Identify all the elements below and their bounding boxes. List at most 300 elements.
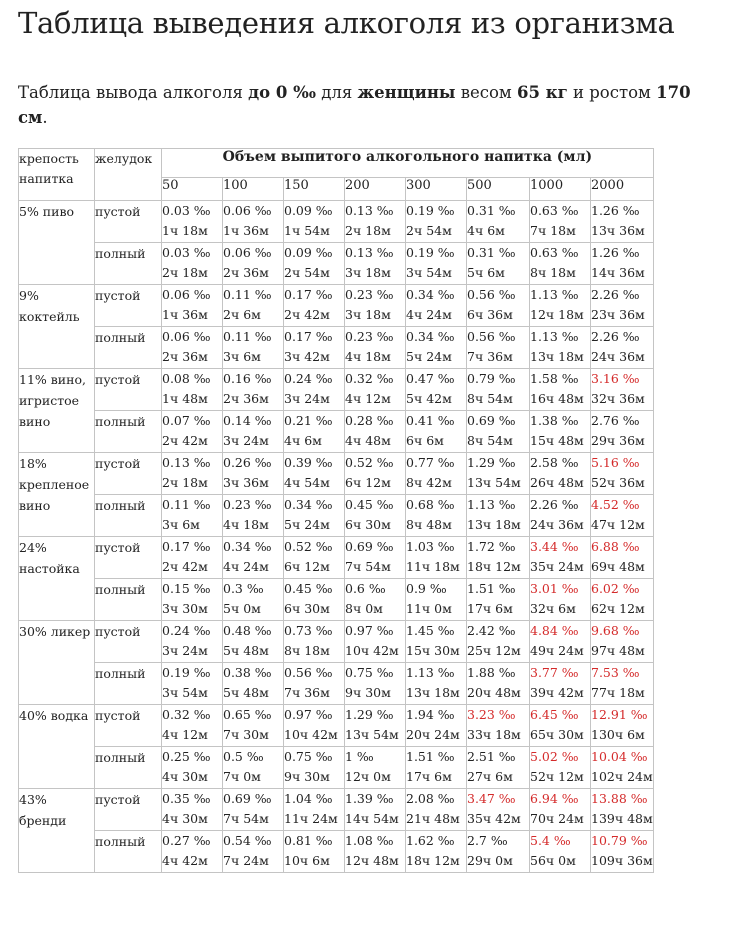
permille-value: 0.11 ‰	[223, 287, 272, 302]
value-cell	[284, 705, 345, 747]
permille-value: 1.08 ‰	[345, 833, 394, 848]
permille-value: 0.75 ‰	[284, 749, 333, 764]
beverage-label: 43% бренди	[19, 789, 95, 873]
value-cell	[530, 537, 591, 579]
elimination-time: 33ч 18м	[467, 727, 521, 742]
permille-value: 6.88 ‰	[591, 539, 640, 554]
stomach-state: полный	[95, 327, 162, 369]
value-cell	[345, 453, 406, 495]
elimination-time: 15ч 48м	[530, 433, 584, 448]
permille-value: 0.73 ‰	[284, 623, 333, 638]
permille-value: 1 ‰	[345, 749, 374, 764]
value-cell	[284, 453, 345, 495]
table-row	[19, 831, 654, 873]
elimination-time: 8ч 48м	[406, 517, 452, 532]
permille-value: 0.68 ‰	[406, 497, 455, 512]
intro-text: .	[42, 108, 48, 127]
value-cell	[284, 369, 345, 411]
permille-value: 1.26 ‰	[591, 203, 640, 218]
value-cell	[345, 243, 406, 285]
elimination-time: 32ч 36м	[591, 391, 645, 406]
elimination-time: 32ч 6м	[530, 601, 576, 616]
table-row	[19, 621, 654, 663]
elimination-time: 6ч 36м	[467, 307, 513, 322]
permille-value: 0.15 ‰	[162, 581, 211, 596]
beverage-label: 30% ликер	[19, 621, 95, 705]
permille-value: 2.26 ‰	[591, 329, 640, 344]
elimination-time: 3ч 6м	[223, 349, 261, 364]
value-cell	[223, 579, 284, 621]
permille-value: 1.29 ‰	[345, 707, 394, 722]
value-cell	[345, 663, 406, 705]
permille-value: 0.97 ‰	[284, 707, 333, 722]
permille-value: 13.88 ‰	[591, 791, 648, 806]
permille-value: 0.11 ‰	[162, 497, 211, 512]
permille-value: 6.94 ‰	[530, 791, 579, 806]
elimination-time: 6ч 12м	[284, 559, 330, 574]
value-cell	[406, 621, 467, 663]
header-stomach: желудок	[95, 149, 162, 201]
permille-value: 1.58 ‰	[530, 371, 579, 386]
permille-value: 0.06 ‰	[162, 329, 211, 344]
permille-value: 0.63 ‰	[530, 203, 579, 218]
value-cell	[284, 663, 345, 705]
permille-value: 3.44 ‰	[530, 539, 579, 554]
value-cell	[467, 495, 530, 537]
value-cell	[162, 201, 223, 243]
value-cell	[223, 705, 284, 747]
value-cell	[467, 621, 530, 663]
elimination-time: 21ч 48м	[406, 811, 460, 826]
value-cell	[162, 705, 223, 747]
permille-value: 0.34 ‰	[406, 329, 455, 344]
volume-header-cell: 100	[223, 178, 284, 201]
value-cell	[345, 831, 406, 873]
permille-value: 0.3 ‰	[223, 581, 264, 596]
permille-value: 0.45 ‰	[284, 581, 333, 596]
value-cell	[345, 747, 406, 789]
table-row	[19, 747, 654, 789]
value-cell	[406, 705, 467, 747]
value-cell	[162, 831, 223, 873]
stomach-state: пустой	[95, 201, 162, 243]
value-cell	[591, 201, 654, 243]
value-cell	[591, 327, 654, 369]
value-cell	[284, 201, 345, 243]
permille-value: 0.31 ‰	[467, 245, 516, 260]
elimination-time: 139ч 48м	[591, 811, 653, 826]
elimination-time: 13ч 18м	[467, 517, 521, 532]
value-cell	[406, 831, 467, 873]
elimination-time: 65ч 30м	[530, 727, 584, 742]
permille-value: 0.41 ‰	[406, 413, 455, 428]
permille-value: 0.56 ‰	[467, 329, 516, 344]
elimination-time: 8ч 54м	[467, 391, 513, 406]
value-cell	[162, 537, 223, 579]
elimination-time: 5ч 48м	[223, 685, 269, 700]
value-cell	[406, 663, 467, 705]
value-cell	[223, 789, 284, 831]
permille-value: 0.23 ‰	[223, 497, 272, 512]
value-cell	[530, 369, 591, 411]
elimination-time: 3ч 24м	[284, 391, 330, 406]
permille-value: 0.32 ‰	[162, 707, 211, 722]
permille-value: 0.06 ‰	[223, 245, 272, 260]
volume-header-cell: 50	[162, 178, 223, 201]
elimination-time: 8ч 54м	[467, 433, 513, 448]
elimination-time: 3ч 24м	[162, 643, 208, 658]
stomach-state: пустой	[95, 453, 162, 495]
value-cell	[223, 663, 284, 705]
value-cell	[406, 537, 467, 579]
beverage-label: 9% коктейль	[19, 285, 95, 369]
elimination-time: 4ч 24м	[406, 307, 452, 322]
value-cell	[530, 243, 591, 285]
elimination-time: 5ч 48м	[223, 643, 269, 658]
elimination-time: 69ч 48м	[591, 559, 645, 574]
elimination-time: 13ч 18м	[530, 349, 584, 364]
permille-value: 1.13 ‰	[530, 287, 579, 302]
stomach-state: полный	[95, 495, 162, 537]
table-row	[19, 789, 654, 831]
elimination-time: 3ч 18м	[345, 265, 391, 280]
permille-value: 0.39 ‰	[284, 455, 333, 470]
permille-value: 0.24 ‰	[284, 371, 333, 386]
value-cell	[284, 285, 345, 327]
value-cell	[223, 747, 284, 789]
volume-header-cell: 150	[284, 178, 345, 201]
elimination-time: 20ч 24м	[406, 727, 460, 742]
stomach-state: полный	[95, 747, 162, 789]
permille-value: 5.16 ‰	[591, 455, 640, 470]
value-cell	[591, 831, 654, 873]
value-cell	[223, 831, 284, 873]
elimination-time: 109ч 36м	[591, 853, 653, 868]
permille-value: 0.09 ‰	[284, 245, 333, 260]
permille-value: 10.79 ‰	[591, 833, 648, 848]
elimination-time: 2ч 18м	[345, 223, 391, 238]
value-cell	[591, 411, 654, 453]
elimination-time: 13ч 36м	[591, 223, 645, 238]
value-cell	[284, 831, 345, 873]
value-cell	[223, 537, 284, 579]
permille-value: 5.4 ‰	[530, 833, 571, 848]
elimination-time: 23ч 36м	[591, 307, 645, 322]
permille-value: 0.28 ‰	[345, 413, 394, 428]
value-cell	[223, 453, 284, 495]
elimination-time: 4ч 6м	[467, 223, 505, 238]
permille-value: 0.17 ‰	[284, 329, 333, 344]
elimination-time: 3ч 30м	[162, 601, 208, 616]
elimination-time: 2ч 42м	[284, 307, 330, 322]
permille-value: 1.13 ‰	[530, 329, 579, 344]
value-cell	[284, 621, 345, 663]
permille-value: 0.54 ‰	[223, 833, 272, 848]
value-cell	[223, 243, 284, 285]
value-cell	[406, 369, 467, 411]
value-cell	[591, 705, 654, 747]
permille-value: 2.58 ‰	[530, 455, 579, 470]
permille-value: 0.17 ‰	[284, 287, 333, 302]
permille-value: 3.47 ‰	[467, 791, 516, 806]
elimination-time: 16ч 48м	[530, 391, 584, 406]
value-cell	[406, 747, 467, 789]
elimination-time: 3ч 54м	[406, 265, 452, 280]
stomach-state: полный	[95, 411, 162, 453]
permille-value: 0.52 ‰	[345, 455, 394, 470]
value-cell	[530, 579, 591, 621]
permille-value: 0.13 ‰	[345, 203, 394, 218]
permille-value: 2.26 ‰	[591, 287, 640, 302]
value-cell	[467, 285, 530, 327]
value-cell	[530, 285, 591, 327]
elimination-time: 52ч 36м	[591, 475, 645, 490]
elimination-time: 12ч 18м	[530, 307, 584, 322]
value-cell	[162, 369, 223, 411]
permille-value: 1.04 ‰	[284, 791, 333, 806]
elimination-time: 13ч 54м	[345, 727, 399, 742]
value-cell	[530, 201, 591, 243]
volume-header-cell: 1000	[530, 178, 591, 201]
permille-value: 2.76 ‰	[591, 413, 640, 428]
table-row	[19, 201, 654, 243]
value-cell	[345, 285, 406, 327]
beverage-label: 5% пиво	[19, 201, 95, 285]
value-cell	[223, 201, 284, 243]
permille-value: 0.06 ‰	[162, 287, 211, 302]
elimination-time: 24ч 36м	[530, 517, 584, 532]
table-row	[19, 663, 654, 705]
elimination-time: 15ч 30м	[406, 643, 460, 658]
value-cell	[406, 453, 467, 495]
value-cell	[284, 789, 345, 831]
elimination-time: 4ч 30м	[162, 811, 208, 826]
value-cell	[345, 201, 406, 243]
elimination-time: 2ч 42м	[162, 433, 208, 448]
value-cell	[530, 453, 591, 495]
elimination-time: 70ч 24м	[530, 811, 584, 826]
elimination-time: 97ч 48м	[591, 643, 645, 658]
permille-value: 0.13 ‰	[345, 245, 394, 260]
permille-value: 0.56 ‰	[467, 287, 516, 302]
permille-value: 0.47 ‰	[406, 371, 455, 386]
permille-value: 0.9 ‰	[406, 581, 447, 596]
elimination-time: 7ч 54м	[223, 811, 269, 826]
value-cell	[406, 495, 467, 537]
value-cell	[162, 453, 223, 495]
value-cell	[591, 789, 654, 831]
elimination-time: 77ч 18м	[591, 685, 645, 700]
permille-value: 1.72 ‰	[467, 539, 516, 554]
elimination-time: 7ч 24м	[223, 853, 269, 868]
permille-value: 10.04 ‰	[591, 749, 648, 764]
value-cell	[467, 537, 530, 579]
elimination-time: 4ч 30м	[162, 769, 208, 784]
elimination-time: 18ч 12м	[406, 853, 460, 868]
value-cell	[162, 579, 223, 621]
value-cell	[591, 453, 654, 495]
elimination-time: 4ч 6м	[284, 433, 322, 448]
beverage-label: 11% вино, игристое вино	[19, 369, 95, 453]
value-cell	[284, 243, 345, 285]
permille-value: 2.42 ‰	[467, 623, 516, 638]
permille-value: 0.24 ‰	[162, 623, 211, 638]
value-cell	[284, 747, 345, 789]
value-cell	[467, 705, 530, 747]
elimination-time: 11ч 0м	[406, 601, 452, 616]
value-cell	[467, 579, 530, 621]
elimination-time: 29ч 36м	[591, 433, 645, 448]
elimination-time: 1ч 36м	[223, 223, 269, 238]
permille-value: 0.75 ‰	[345, 665, 394, 680]
permille-value: 4.52 ‰	[591, 497, 640, 512]
elimination-time: 26ч 48м	[530, 475, 584, 490]
value-cell	[345, 411, 406, 453]
value-cell	[406, 327, 467, 369]
elimination-time: 5ч 24м	[406, 349, 452, 364]
value-cell	[591, 537, 654, 579]
elimination-time: 2ч 36м	[223, 265, 269, 280]
header-strength: крепость напитка	[19, 149, 95, 201]
elimination-time: 20ч 48м	[467, 685, 521, 700]
intro-text: весом	[455, 83, 518, 102]
elimination-time: 11ч 18м	[406, 559, 460, 574]
elimination-time: 5ч 0м	[223, 601, 261, 616]
value-cell	[591, 369, 654, 411]
value-cell	[284, 411, 345, 453]
value-cell	[530, 705, 591, 747]
elimination-time: 12ч 48м	[345, 853, 399, 868]
value-cell	[530, 327, 591, 369]
value-cell	[345, 327, 406, 369]
value-cell	[284, 579, 345, 621]
permille-value: 1.29 ‰	[467, 455, 516, 470]
value-cell	[591, 663, 654, 705]
elimination-time: 7ч 36м	[284, 685, 330, 700]
permille-value: 0.08 ‰	[162, 371, 211, 386]
permille-value: 1.03 ‰	[406, 539, 455, 554]
table-row	[19, 579, 654, 621]
elimination-time: 4ч 18м	[223, 517, 269, 532]
elimination-time: 3ч 54м	[162, 685, 208, 700]
permille-value: 0.45 ‰	[345, 497, 394, 512]
intro-bac-target: до 0 ‰	[248, 83, 316, 102]
value-cell	[467, 453, 530, 495]
value-cell	[284, 537, 345, 579]
value-cell	[467, 789, 530, 831]
volume-header-cell: 500	[467, 178, 530, 201]
elimination-time: 1ч 18м	[162, 223, 208, 238]
elimination-time: 3ч 36м	[223, 475, 269, 490]
elimination-time: 29ч 0м	[467, 853, 513, 868]
stomach-state: полный	[95, 831, 162, 873]
permille-value: 0.69 ‰	[467, 413, 516, 428]
elimination-time: 7ч 54м	[345, 559, 391, 574]
value-cell	[284, 495, 345, 537]
value-cell	[591, 285, 654, 327]
elimination-time: 4ч 18м	[345, 349, 391, 364]
value-cell	[345, 789, 406, 831]
elimination-time: 56ч 0м	[530, 853, 576, 868]
permille-value: 12.91 ‰	[591, 707, 648, 722]
permille-value: 3.23 ‰	[467, 707, 516, 722]
stomach-state: пустой	[95, 789, 162, 831]
value-cell	[591, 579, 654, 621]
elimination-time: 6ч 30м	[284, 601, 330, 616]
elimination-time: 5ч 24м	[284, 517, 330, 532]
value-cell	[406, 243, 467, 285]
intro-weight: 65 кг	[517, 83, 568, 102]
permille-value: 0.34 ‰	[284, 497, 333, 512]
permille-value: 0.69 ‰	[345, 539, 394, 554]
elimination-time: 2ч 36м	[223, 391, 269, 406]
stomach-state: пустой	[95, 621, 162, 663]
table-row	[19, 411, 654, 453]
stomach-state: пустой	[95, 537, 162, 579]
permille-value: 0.97 ‰	[345, 623, 394, 638]
permille-value: 1.88 ‰	[467, 665, 516, 680]
permille-value: 0.19 ‰	[162, 665, 211, 680]
value-cell	[467, 747, 530, 789]
value-cell	[467, 369, 530, 411]
elimination-time: 14ч 36м	[591, 265, 645, 280]
elimination-time: 13ч 54м	[467, 475, 521, 490]
permille-value: 0.06 ‰	[223, 203, 272, 218]
beverage-label: 40% водка	[19, 705, 95, 789]
permille-value: 0.63 ‰	[530, 245, 579, 260]
permille-value: 1.13 ‰	[406, 665, 455, 680]
permille-value: 3.16 ‰	[591, 371, 640, 386]
permille-value: 0.35 ‰	[162, 791, 211, 806]
value-cell	[406, 285, 467, 327]
page-title: Таблица выведения алкоголя из организма	[18, 6, 675, 40]
permille-value: 0.03 ‰	[162, 245, 211, 260]
elimination-time: 1ч 48м	[162, 391, 208, 406]
elimination-time: 1ч 54м	[284, 223, 330, 238]
elimination-time: 1ч 36м	[162, 307, 208, 322]
elimination-time: 8ч 18м	[284, 643, 330, 658]
elimination-time: 2ч 54м	[284, 265, 330, 280]
permille-value: 1.39 ‰	[345, 791, 394, 806]
elimination-time: 39ч 42м	[530, 685, 584, 700]
value-cell	[223, 621, 284, 663]
value-cell	[223, 285, 284, 327]
value-cell	[223, 369, 284, 411]
value-cell	[162, 285, 223, 327]
value-cell	[530, 747, 591, 789]
intro-gender: женщины	[357, 83, 456, 102]
value-cell	[467, 201, 530, 243]
elimination-time: 8ч 42м	[406, 475, 452, 490]
permille-value: 0.56 ‰	[284, 665, 333, 680]
elimination-time: 5ч 42м	[406, 391, 452, 406]
value-cell	[591, 495, 654, 537]
stomach-state: пустой	[95, 705, 162, 747]
beverage-label: 24% настойка	[19, 537, 95, 621]
permille-value: 0.19 ‰	[406, 203, 455, 218]
value-cell	[530, 789, 591, 831]
permille-value: 7.53 ‰	[591, 665, 640, 680]
elimination-time: 4ч 42м	[162, 853, 208, 868]
table-body	[19, 201, 654, 873]
permille-value: 0.5 ‰	[223, 749, 264, 764]
elimination-time: 18ч 12м	[467, 559, 521, 574]
elimination-time: 5ч 6м	[467, 265, 505, 280]
elimination-time: 3ч 6м	[162, 517, 200, 532]
elimination-time: 52ч 12м	[530, 769, 584, 784]
value-cell	[345, 705, 406, 747]
value-cell	[467, 411, 530, 453]
